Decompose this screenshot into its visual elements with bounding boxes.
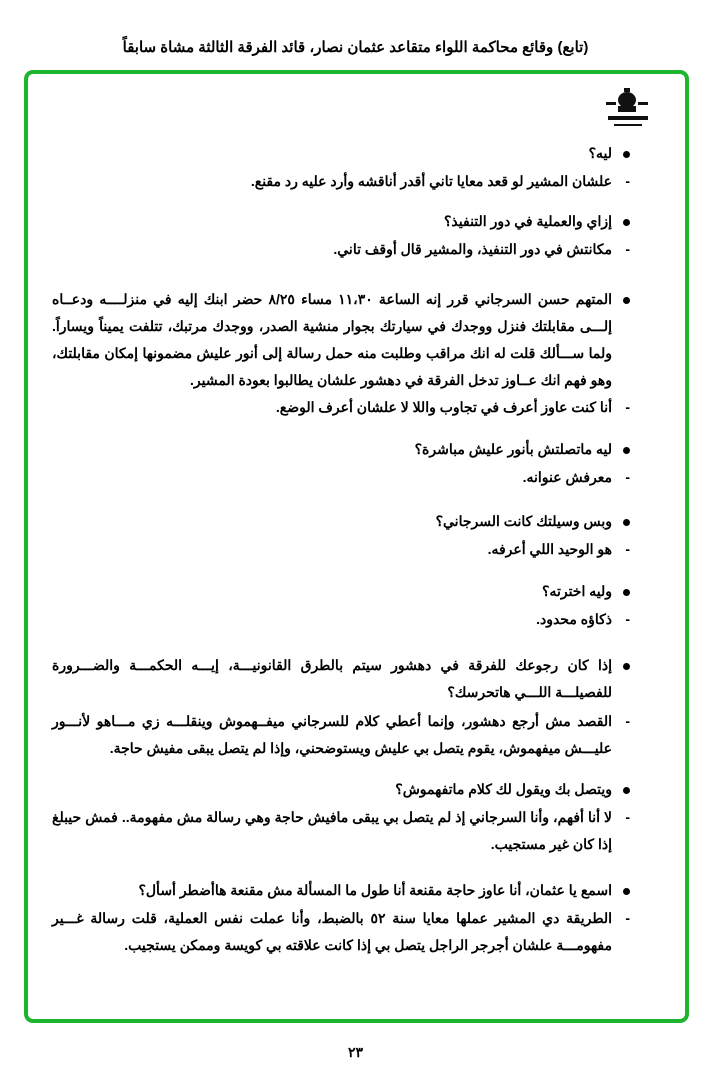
bullet-icon [618, 776, 630, 803]
question-text: ليه؟ [588, 145, 612, 161]
dash-icon: - [625, 399, 630, 415]
answer-text: ذكاؤه محدود. [536, 611, 612, 627]
bullet-icon [618, 286, 630, 313]
question-text: ليه ماتصلتش بأنور عليش مباشرة؟ [414, 441, 612, 457]
dash-icon: - [625, 241, 630, 257]
answer-text: أنا كنت عاوز أعرف في تجاوب واللا لا علشان أعرف الوضع. [275, 399, 612, 415]
answer-item [52, 536, 630, 563]
answer-text: القصد مش أرجع دهشور، وإنما أعطي كلام للسرجاني ميفــهموش وينقلـــه زي مـــاهو لأنـــور عليـــش ميفهموش، يقوم يتصل بي عليش ويستوضحني، وإذا لم يتصل يبقى مفيش حاجة. [52, 713, 612, 756]
question-item [52, 140, 612, 167]
answer-text: مكانتش في دور التنفيذ، والمشير قال أوقف تاني. [333, 241, 612, 257]
dash-icon: - [625, 809, 630, 825]
bullet-icon [618, 877, 630, 904]
question-item [52, 877, 612, 904]
answer-item [52, 464, 630, 491]
question-text: وبس وسيلتك كانت السرجاني؟ [435, 513, 612, 529]
question-text: إزاي والعملية في دور التنفيذ؟ [444, 213, 612, 229]
answer-text: معرفش عنوانه. [522, 469, 612, 485]
dash-icon: - [625, 173, 630, 189]
dash-icon: - [625, 541, 630, 557]
answer-text: الطريقة دي المشير عملها معايا سنة ٥٢ بالضبط، وأنا عملت نفس العملية، قلت رسالة غـــير مفهومـــة علشان أجرجر الراجل يتصل بي إذا كانت علاقته بي كويسة وممكن يستجيب. [52, 910, 612, 953]
bullet-icon [618, 208, 630, 235]
dash-icon: - [625, 611, 630, 627]
question-item [52, 578, 612, 605]
answer-item [52, 804, 630, 858]
question-text: المتهم حسن السرجاني قرر إنه الساعة ١١،٣٠ مساء ٨/٢٥ حضر ابنك إليه في منزلــــه ودعــاه إلـــى مقابلتك فنزل ووجدك في سيارتك بجوار منشية الصدر، ووجدك مرتبك، تتلفت يميناً ويساراً. ولما ســـألك قلت له انك مراقب وطلبت منه حمل رسالة إلى أنور عليش مضمونها إمكان مقابلتك، وهو فهم انك عــاوز تدخل الفرقة في دهشور علشان يطالبوا بعودة المشير. [52, 291, 612, 388]
question-text: ويتصل بك ويقول لك كلام ماتفهموش؟ [395, 781, 612, 797]
emblem-icon [604, 86, 652, 132]
bullet-icon [618, 652, 630, 679]
question-item [52, 286, 612, 394]
answer-item [52, 168, 630, 195]
answer-item [52, 905, 630, 959]
question-text: إذا كان رجوعك للفرقة في دهشور سيتم بالطرق القانونيـــة، إيـــه الحكمـــة والضـــرورة للفصيلـــة اللـــي هاتحرسك؟ [52, 657, 612, 700]
page-header-title: (تابع) وقائع محاكمة اللواء متقاعد عثمان نصار، قائد الفرقة الثالثة مشاة سابقاً [122, 39, 589, 56]
bullet-icon [618, 508, 630, 535]
page-number: ٢٣ [347, 1044, 364, 1060]
question-item [52, 776, 612, 803]
dash-icon: - [625, 910, 630, 926]
question-item [52, 508, 612, 535]
answer-item [52, 394, 630, 421]
question-item [52, 436, 612, 463]
answer-text: لا أنا أفهم، وأنا السرجاني إذ لم يتصل بي يبقى مافيش حاجة وهي رسالة مش مفهومة.. فمش حيبلغ إذا كان غير مستجيب. [52, 809, 612, 852]
question-item [52, 652, 612, 706]
question-text: وليه اخترته؟ [542, 583, 612, 599]
answer-text: هو الوحيد اللي أعرفه. [487, 541, 612, 557]
bullet-icon [618, 436, 630, 463]
bullet-icon [618, 578, 630, 605]
dash-icon: - [625, 713, 630, 729]
question-item [52, 208, 612, 235]
bullet-icon [618, 140, 630, 167]
answer-item [52, 606, 630, 633]
question-text: اسمع يا عثمان، أنا عاوز حاجة مقنعة أنا طول ما المسألة مش مقنعة هاأضطر أسأل؟ [138, 882, 612, 898]
answer-item [52, 236, 630, 263]
dash-icon: - [625, 469, 630, 485]
answer-text: علشان المشير لو قعد معايا تاني أقدر أناقشه وأرد عليه رد مقنع. [250, 173, 612, 189]
answer-item [52, 708, 630, 762]
